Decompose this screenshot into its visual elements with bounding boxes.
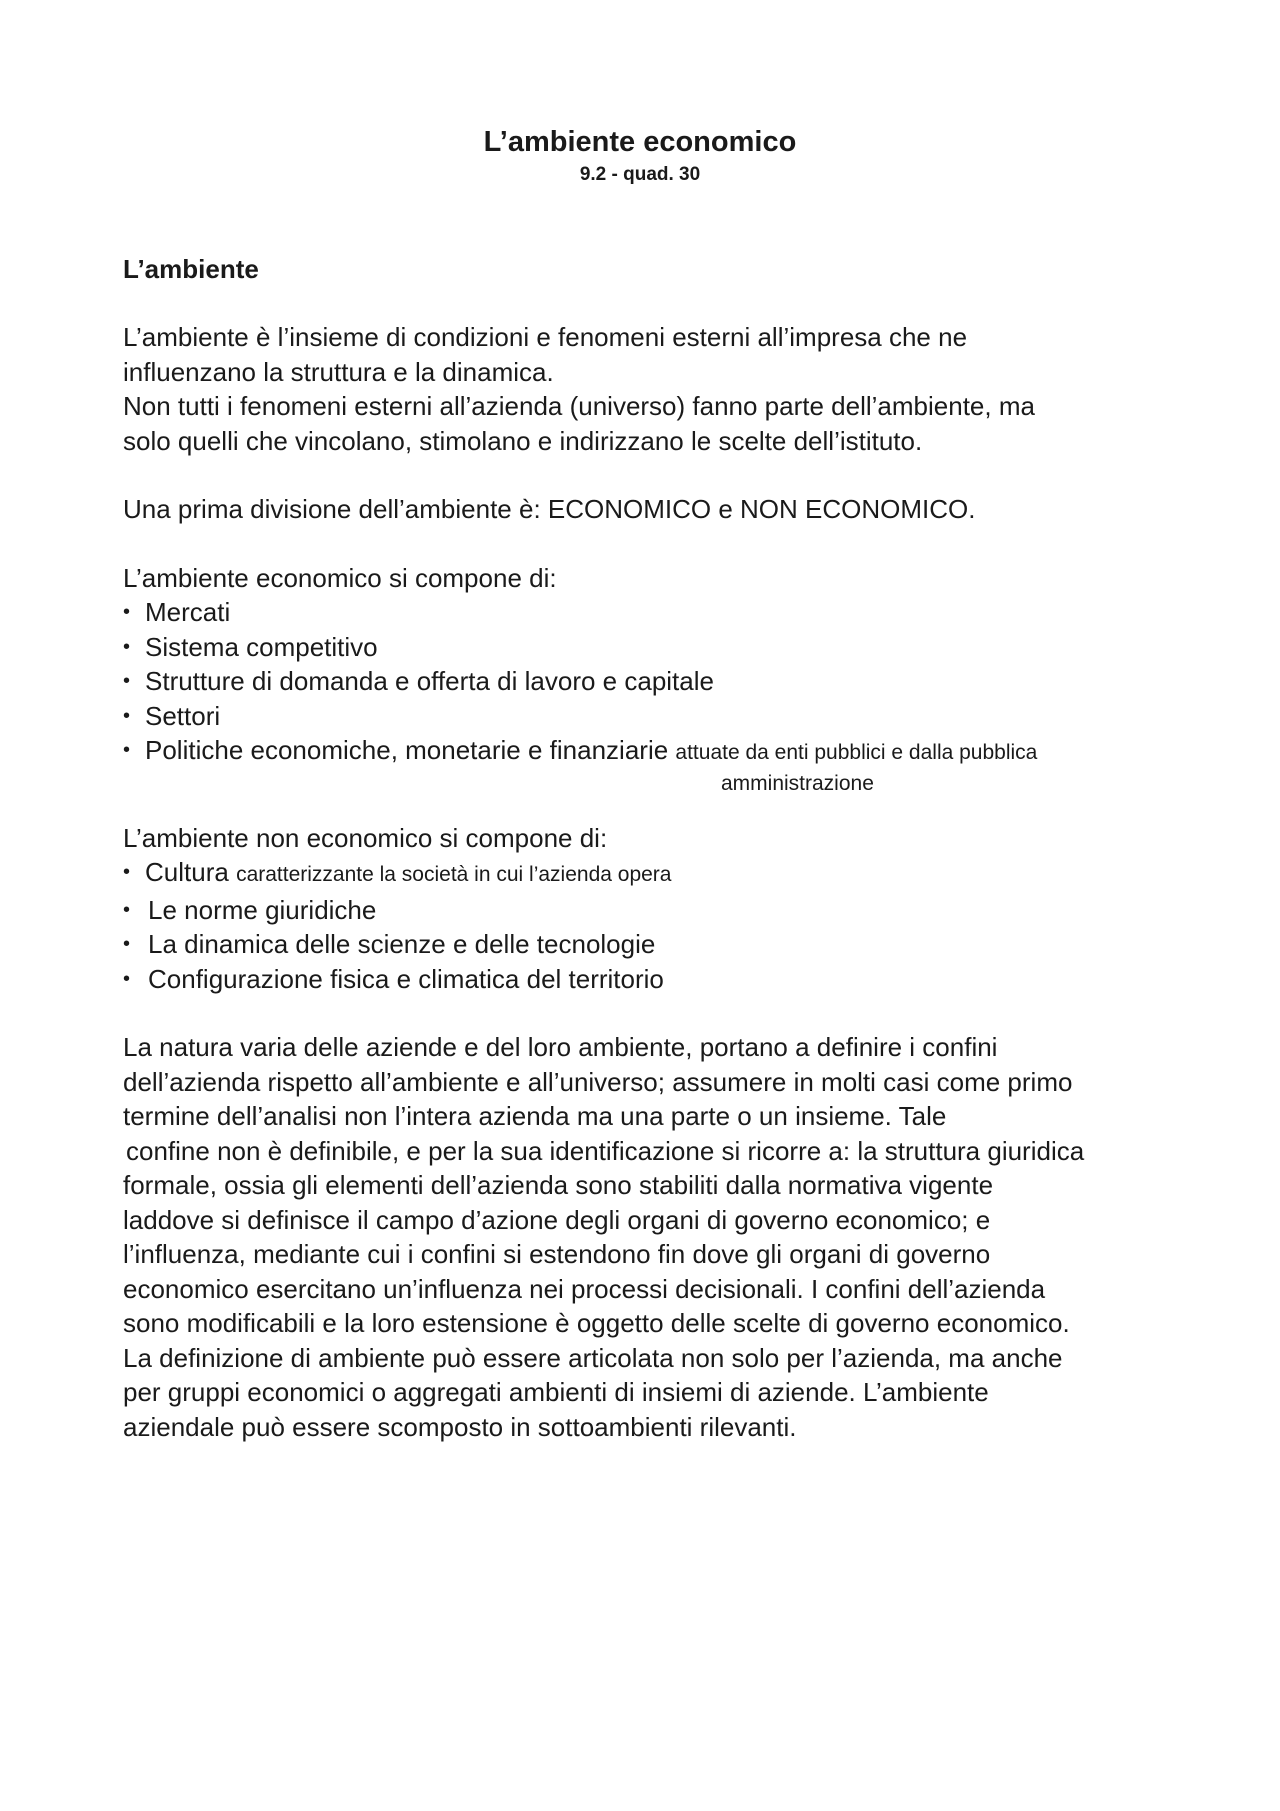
list-item [123,699,1173,734]
list-item [123,927,1173,962]
list-item [123,664,1173,699]
bullet-icon: • [123,933,131,955]
closing-line: laddove si definisce il campo d’azione degli organi di governo economico; e [123,1204,991,1235]
closing-line: sono modificabili e la loro estensione è oggetto delle scelte di governo economico. [123,1308,1070,1338]
bullet-icon: • [123,704,131,727]
list-item-text: Cultura [145,857,229,887]
bullet-icon: • [123,861,131,883]
list-item [123,595,1173,630]
list-item-text: Sistema competitivo [145,631,378,662]
bullet-icon: • [123,967,131,990]
list-item [123,855,1173,893]
document-title: L’ambiente economico [483,126,797,158]
closing-line: confine non è definibile, e per la sua identificazione si ricorre a: la struttura giuridica [126,1135,1085,1166]
bullet-icon: • [123,898,131,921]
closing-line: dell’azienda rispetto all’ambiente e all’universo; assumere in molti casi come primo [123,1066,1073,1097]
list-item-text: La dinamica delle scienze e delle tecnologie [148,929,656,959]
list-item-text: Strutture di domanda e offerta di lavoro e capitale [145,666,714,696]
closing-line: economico esercitano un’influenza nei processi decisionali. I confini dell’azienda [123,1273,1046,1304]
list-item-text: Le norme giuridiche [148,894,377,925]
document-subtitle: 9.2 - quad. 30 [579,164,701,185]
economic-heading: L’ambiente economico si compone di: [123,562,557,593]
intro-line: L’ambiente è l’insieme di condizioni e fenomeni esterni all’impresa che ne [123,322,968,352]
list-item-text: Politiche economiche, monetarie e finanziarie [145,735,669,765]
intro-line: influenzano la struttura e la dinamica. [123,356,554,387]
list-item-note-continuation: amministrazione [721,771,874,795]
list-item-note: caratterizzante la società in cui l’azienda opera [236,863,672,886]
spacer [123,797,1173,821]
closing-line: aziendale può essere scomposto in sottoambienti rilevanti. [123,1411,797,1442]
bullet-icon: • [123,670,131,692]
closing-line: La natura varia delle aziende e del loro ambiente, portano a definire i confini [123,1032,998,1062]
list-item [123,962,1173,997]
spacer [123,996,1173,1030]
spacer [123,458,1173,492]
spacer [123,527,1173,561]
intro-paragraph [123,320,1173,458]
list-item-text: Configurazione fisica e climatica del territorio [148,963,664,994]
closing-line: formale, ossia gli elementi dell’azienda sono stabiliti dalla normativa vigente [123,1170,994,1200]
list-item-text: Mercati [145,597,231,627]
list-item [123,630,1173,665]
bullet-icon: • [123,601,131,623]
list-item-text: Settori [145,700,221,731]
closing-line: per gruppi economici o aggregati ambienti di insiemi di aziende. L’ambiente [123,1377,989,1407]
intro-line: Non tutti i fenomeni esterni all’azienda (universo) fanno parte dell’ambiente, ma [123,391,1035,421]
closing-paragraph [123,1030,1173,1444]
bullet-icon: • [123,739,131,761]
economic-list [123,595,1173,771]
list-item [123,893,1173,928]
list-item-note: attuate da enti pubblici e dalla pubblica [675,741,1038,764]
closing-line: l’influenza, mediante cui i confini si estendono fin dove gli organi di governo [123,1239,991,1269]
non-economic-list [123,855,1173,996]
section-heading: L’ambiente [123,254,259,284]
closing-line: La definizione di ambiente può essere articolata non solo per l’azienda, ma anche [123,1342,1063,1373]
closing-line: termine dell’analisi non l’intera azienda ma una parte o un insieme. Tale [123,1101,947,1131]
intro-line: solo quelli che vincolano, stimolano e indirizzano le scelte dell’istituto. [123,425,923,456]
list-item [123,733,1173,771]
non-economic-heading: L’ambiente non economico si compone di: [123,822,608,853]
bullet-icon: • [123,635,131,658]
division-paragraph: Una prima divisione dell’ambiente è: ECONOMICO e NON ECONOMICO. [123,494,976,524]
document-body [123,252,1173,1444]
